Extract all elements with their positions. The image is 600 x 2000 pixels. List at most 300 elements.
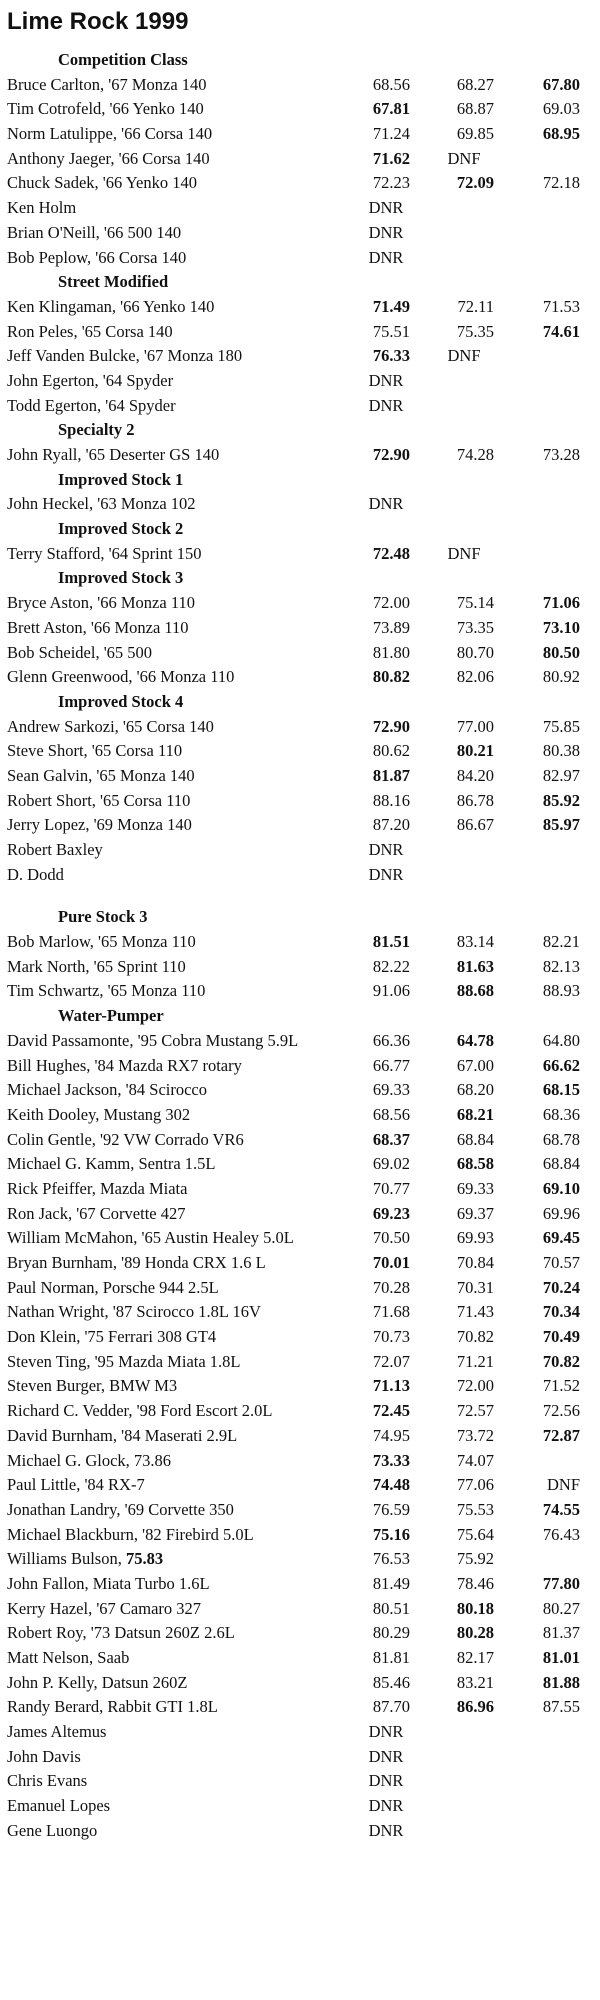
result-row xyxy=(0,979,600,1004)
run-2-time: 77.00 xyxy=(456,716,494,736)
result-row xyxy=(0,1597,600,1622)
run-2-time: 83.21 xyxy=(456,1672,494,1692)
driver-name: Robert Roy, '73 Datsun 260Z 2.6L xyxy=(7,1623,235,1643)
driver-name: Bob Scheidel, '65 500 xyxy=(7,642,153,662)
driver-name: Bob Marlow, '65 Monza 110 xyxy=(7,932,196,952)
run-3-time: 75.85 xyxy=(542,716,580,736)
run-3-time: 85.97 xyxy=(542,815,580,835)
driver-name: Chuck Sadek, '66 Yenko 140 xyxy=(7,173,197,193)
section-gap xyxy=(0,887,600,905)
driver-name: Michael G. Kamm, Sentra 1.5L xyxy=(7,1154,216,1174)
result-row xyxy=(0,1572,600,1597)
run-3-time: 68.95 xyxy=(542,124,580,144)
run-3-time: 70.49 xyxy=(542,1327,580,1347)
driver-name: Brett Aston, '66 Monza 110 xyxy=(7,617,189,637)
run-2-time: 82.17 xyxy=(456,1648,494,1667)
run-3-time: DNF xyxy=(546,1475,580,1495)
run-2-time: 70.31 xyxy=(456,1277,494,1297)
run-3-time: 71.52 xyxy=(542,1376,580,1396)
result-row xyxy=(0,122,600,147)
run-1-time: DNR xyxy=(368,198,404,218)
driver-name: Chris Evans xyxy=(7,1771,88,1791)
result-row xyxy=(0,591,600,616)
result-row xyxy=(0,641,600,666)
run-1-time: 67.81 xyxy=(372,99,410,119)
result-row xyxy=(0,542,600,567)
result-row xyxy=(0,344,600,369)
run-2-time: DNF xyxy=(447,543,481,563)
run-2-time: 72.11 xyxy=(457,296,494,316)
class-heading: Improved Stock 3 xyxy=(58,568,184,588)
run-2-time: 72.57 xyxy=(456,1401,494,1421)
run-2-time: 81.63 xyxy=(456,956,494,976)
run-3-time: 68.78 xyxy=(542,1129,580,1149)
run-2-time: 86.78 xyxy=(456,790,494,810)
run-1-time: 81.49 xyxy=(372,1573,410,1593)
run-1-time: 71.13 xyxy=(372,1376,410,1396)
driver-name: Ron Peles, '65 Corsa 140 xyxy=(7,321,173,341)
driver-name: David Passamonte, '95 Cobra Mustang 5.9L xyxy=(7,1030,299,1050)
run-3-time: 70.82 xyxy=(542,1351,580,1371)
driver-name: John Davis xyxy=(7,1746,81,1766)
driver-name: Don Klein, '75 Ferrari 308 GT4 xyxy=(7,1327,217,1347)
driver-name: Matt Nelson, Saab xyxy=(7,1648,130,1667)
result-row xyxy=(0,1498,600,1523)
result-row xyxy=(0,246,600,271)
result-row xyxy=(0,930,600,955)
run-3-time: 71.53 xyxy=(542,296,580,316)
run-2-time: 68.20 xyxy=(456,1080,494,1100)
run-3-time: 73.28 xyxy=(542,445,580,464)
run-2-time: 69.93 xyxy=(456,1228,494,1248)
driver-name: Richard C. Vedder, '98 Ford Escort 2.0L xyxy=(7,1401,273,1421)
run-3-time: 68.15 xyxy=(542,1080,580,1100)
run-2-time: 70.84 xyxy=(456,1253,494,1272)
run-1-time: 82.22 xyxy=(372,956,410,976)
result-row xyxy=(0,1276,600,1301)
driver-name: Michael Jackson, '84 Scirocco xyxy=(7,1080,207,1100)
driver-name: Ken Holm xyxy=(7,198,77,218)
run-2-time: 88.68 xyxy=(456,981,494,1001)
driver-name: Steve Short, '65 Corsa 110 xyxy=(7,741,183,761)
run-1-time: 69.02 xyxy=(372,1154,410,1174)
run-2-time: 84.20 xyxy=(456,765,494,785)
run-3-time: 68.84 xyxy=(542,1154,580,1174)
run-3-time: 72.56 xyxy=(542,1401,580,1421)
driver-name: Jonathan Landry, '69 Corvette 350 xyxy=(7,1499,234,1519)
run-3-time: 74.55 xyxy=(542,1499,580,1519)
class-heading: Improved Stock 2 xyxy=(58,519,184,539)
run-1-time: 87.20 xyxy=(372,815,410,835)
result-row xyxy=(0,1374,600,1399)
run-3-time: 80.92 xyxy=(542,667,580,687)
run-1-time: 72.00 xyxy=(372,593,410,613)
driver-name: Sean Galvin, '65 Monza 140 xyxy=(7,765,195,785)
class-section xyxy=(0,48,600,270)
driver-name: Tim Cotrofeld, '66 Yenko 140 xyxy=(7,99,204,119)
run-1-time: 70.73 xyxy=(372,1327,410,1347)
result-row xyxy=(0,1202,600,1227)
run-1-time: 80.62 xyxy=(372,741,410,761)
driver-name: Bill Hughes, '84 Mazda RX7 rotary xyxy=(7,1055,242,1075)
result-row xyxy=(0,1745,600,1770)
run-2-time: 75.53 xyxy=(456,1499,494,1519)
run-3-time: 81.01 xyxy=(542,1648,580,1667)
run-1-time: DNR xyxy=(368,1722,404,1742)
result-row xyxy=(0,1226,600,1251)
run-2-time: 80.70 xyxy=(456,642,494,662)
driver-name: Jeff Vanden Bulcke, '67 Monza 180 xyxy=(7,346,243,366)
result-row xyxy=(0,1794,600,1819)
run-2-time: 74.07 xyxy=(456,1450,494,1470)
driver-name: Gene Luongo xyxy=(7,1820,98,1840)
run-1-time: 70.50 xyxy=(372,1228,410,1248)
result-row xyxy=(0,1720,600,1745)
result-row xyxy=(0,369,600,394)
class-section xyxy=(0,270,600,418)
result-row xyxy=(0,394,600,419)
run-2-time: DNF xyxy=(447,148,481,168)
run-2-time: 86.67 xyxy=(456,815,494,835)
run-2-time: 74.28 xyxy=(456,445,494,464)
driver-name: Paul Norman, Porsche 944 2.5L xyxy=(7,1277,219,1297)
result-row xyxy=(0,1449,600,1474)
result-row xyxy=(0,1523,600,1548)
driver-name: Michael G. Glock, 73.86 xyxy=(7,1450,172,1470)
result-row xyxy=(0,97,600,122)
class-section xyxy=(0,468,600,517)
run-1-time: 88.16 xyxy=(372,790,410,810)
result-row xyxy=(0,813,600,838)
driver-name: Mark North, '65 Sprint 110 xyxy=(7,956,186,976)
result-row xyxy=(0,1671,600,1696)
result-row xyxy=(0,1621,600,1646)
driver-name: D. Dodd xyxy=(7,864,64,884)
run-1-time: 91.06 xyxy=(372,981,410,1001)
driver-name: John Ryall, '65 Deserter GS 140 xyxy=(7,445,220,464)
driver-name: Keith Dooley, Mustang 302 xyxy=(7,1104,191,1124)
run-1-time: DNR xyxy=(368,370,404,390)
run-1-time: 81.51 xyxy=(372,932,410,952)
run-1-time: 69.33 xyxy=(372,1080,410,1100)
run-1-time: 87.70 xyxy=(372,1697,410,1717)
run-1-time: 81.80 xyxy=(372,642,410,662)
run-1-time: 80.51 xyxy=(372,1598,410,1618)
run-3-time: 64.80 xyxy=(542,1030,580,1050)
run-2-time: 80.21 xyxy=(456,741,494,761)
run-3-time: 85.92 xyxy=(542,790,580,810)
result-row xyxy=(0,616,600,641)
result-row xyxy=(0,147,600,172)
driver-name: Norm Latulippe, '66 Corsa 140 xyxy=(7,124,213,144)
driver-name: Anthony Jaeger, '66 Corsa 140 xyxy=(7,148,210,168)
driver-name: John Fallon, Miata Turbo 1.6L xyxy=(7,1573,210,1593)
run-2-time: DNF xyxy=(447,346,481,366)
driver-name: Bob Peplow, '66 Corsa 140 xyxy=(7,247,187,267)
run-3-time: 66.62 xyxy=(542,1055,580,1075)
run-2-time: 69.37 xyxy=(456,1203,494,1223)
driver-name: Brian O'Neill, '66 500 140 xyxy=(7,222,182,242)
run-3-time: 81.37 xyxy=(542,1623,580,1643)
run-3-time: 77.80 xyxy=(542,1573,580,1593)
class-heading: Competition Class xyxy=(58,50,188,69)
result-row xyxy=(0,665,600,690)
run-3-time: 73.10 xyxy=(542,617,580,637)
run-2-time: 68.21 xyxy=(456,1104,494,1124)
run-1-time: 72.90 xyxy=(372,716,410,736)
run-2-time: 82.06 xyxy=(456,667,494,687)
driver-name: John Heckel, '63 Monza 102 xyxy=(7,494,196,514)
run-1-time: DNR xyxy=(368,1771,404,1791)
result-row xyxy=(0,171,600,196)
run-1-time: 73.89 xyxy=(372,617,410,637)
run-3-time: 69.96 xyxy=(542,1203,580,1223)
driver-name: John P. Kelly, Datsun 260Z xyxy=(7,1672,188,1692)
run-2-time: 69.33 xyxy=(456,1178,494,1198)
result-row xyxy=(0,1029,600,1054)
run-2-time: 83.14 xyxy=(456,932,494,952)
run-3-time: 82.13 xyxy=(542,956,580,976)
run-1-time: 72.07 xyxy=(372,1351,410,1371)
run-1-time: 71.62 xyxy=(372,148,410,168)
run-2-time: 75.92 xyxy=(456,1549,494,1569)
result-row xyxy=(0,1424,600,1449)
result-row xyxy=(0,1300,600,1325)
run-1-time: 81.87 xyxy=(372,765,410,785)
run-1-time: 75.51 xyxy=(372,321,410,341)
run-1-time: DNR xyxy=(368,1820,404,1840)
driver-name: Bryan Burnham, '89 Honda CRX 1.6 L xyxy=(7,1253,266,1272)
run-2-time: 77.06 xyxy=(456,1475,494,1495)
run-3-time: 68.36 xyxy=(542,1104,580,1124)
run-1-time: 70.01 xyxy=(372,1253,410,1272)
result-row xyxy=(0,1769,600,1794)
run-2-time: 69.85 xyxy=(456,124,494,144)
result-row xyxy=(0,1078,600,1103)
run-1-time: 72.23 xyxy=(372,173,410,193)
driver-name: Paul Little, '84 RX-7 xyxy=(7,1475,145,1495)
run-3-time: 67.80 xyxy=(542,74,580,94)
class-section xyxy=(0,905,600,1004)
run-3-time: 71.06 xyxy=(542,593,580,613)
driver-name: David Burnham, '84 Maserati 2.9L xyxy=(7,1425,238,1445)
run-2-time: 73.35 xyxy=(456,617,494,637)
results-list xyxy=(0,48,600,1844)
run-1-time: DNR xyxy=(368,494,404,514)
class-section xyxy=(0,690,600,888)
result-row xyxy=(0,1473,600,1498)
driver-name: Steven Ting, '95 Mazda Miata 1.8L xyxy=(7,1351,241,1371)
result-row xyxy=(0,1350,600,1375)
driver-name: James Altemus xyxy=(7,1722,107,1742)
run-2-time: 68.87 xyxy=(456,99,494,119)
class-section xyxy=(0,517,600,566)
run-3-time: 82.21 xyxy=(542,932,580,952)
run-2-time: 78.46 xyxy=(456,1573,494,1593)
run-2-time: 71.43 xyxy=(456,1302,494,1322)
run-2-time: 75.64 xyxy=(456,1524,494,1544)
result-row xyxy=(0,715,600,740)
run-3-time: 80.50 xyxy=(542,642,580,662)
run-1-time: 70.77 xyxy=(372,1178,410,1198)
run-3-time: 80.38 xyxy=(542,741,580,761)
driver-name: Jerry Lopez, '69 Monza 140 xyxy=(7,815,192,835)
class-section xyxy=(0,1004,600,1843)
run-3-time: 72.18 xyxy=(542,173,580,193)
run-2-time: 72.09 xyxy=(456,173,494,193)
run-3-time: 88.93 xyxy=(542,981,580,1001)
run-2-time: 73.72 xyxy=(456,1425,494,1445)
run-1-time: DNR xyxy=(368,247,404,267)
class-heading: Specialty 2 xyxy=(58,420,135,440)
result-row xyxy=(0,838,600,863)
run-2-time: 68.58 xyxy=(456,1154,494,1174)
run-3-time: 70.34 xyxy=(542,1302,580,1322)
driver-name: Tim Schwartz, '65 Monza 110 xyxy=(7,981,206,1001)
run-2-time: 86.96 xyxy=(456,1697,494,1717)
run-1-time: 71.24 xyxy=(372,124,410,144)
run-1-time: 68.56 xyxy=(372,74,410,94)
driver-name: Bryce Aston, '66 Monza 110 xyxy=(7,593,195,613)
run-1-time: 71.68 xyxy=(372,1302,410,1322)
run-2-time: 72.00 xyxy=(456,1376,494,1396)
result-row xyxy=(0,764,600,789)
driver-name: Ken Klingaman, '66 Yenko 140 xyxy=(7,296,215,316)
driver-name: Michael Blackburn, '82 Firebird 5.0L xyxy=(7,1524,254,1544)
result-row xyxy=(0,1547,600,1572)
driver-name: Kerry Hazel, '67 Camaro 327 xyxy=(7,1598,202,1618)
run-2-time: 68.84 xyxy=(456,1129,494,1149)
run-1-time: 70.28 xyxy=(372,1277,410,1297)
result-row xyxy=(0,739,600,764)
result-row xyxy=(0,1054,600,1079)
run-1-time: 73.33 xyxy=(372,1450,410,1470)
class-section xyxy=(0,418,600,467)
page-title: Lime Rock 1999 xyxy=(7,8,189,35)
run-1-time: 74.95 xyxy=(372,1425,410,1445)
run-3-time: 69.10 xyxy=(542,1178,580,1198)
driver-name: Emanuel Lopes xyxy=(7,1796,111,1816)
result-row xyxy=(0,789,600,814)
run-3-time: 76.43 xyxy=(542,1524,580,1544)
run-3-time: 70.57 xyxy=(542,1253,580,1272)
run-2-time: 75.14 xyxy=(456,593,494,613)
result-row xyxy=(0,73,600,98)
run-2-time: 67.00 xyxy=(456,1055,494,1075)
result-row xyxy=(0,1103,600,1128)
run-1-time: 72.45 xyxy=(372,1401,410,1421)
result-row xyxy=(0,492,600,517)
driver-name: Todd Egerton, '64 Spyder xyxy=(7,395,176,415)
driver-name: Bruce Carlton, '67 Monza 140 xyxy=(7,74,207,94)
run-1-time: 66.77 xyxy=(372,1055,410,1075)
run-2-time: 80.18 xyxy=(456,1598,494,1618)
run-3-time: 70.24 xyxy=(542,1277,580,1297)
run-1-time: DNR xyxy=(368,840,404,859)
run-2-time: 64.78 xyxy=(456,1030,494,1050)
run-1-time: 81.81 xyxy=(372,1648,410,1667)
driver-name: Glenn Greenwood, '66 Monza 110 xyxy=(7,667,235,687)
driver-name: Robert Short, '65 Corsa 110 xyxy=(7,790,191,810)
driver-name: John Egerton, '64 Spyder xyxy=(7,370,174,390)
result-row xyxy=(0,1152,600,1177)
class-heading: Street Modified xyxy=(58,272,169,292)
run-3-time: 74.61 xyxy=(542,321,580,341)
run-2-time: 70.82 xyxy=(456,1327,494,1347)
run-1-time: 66.36 xyxy=(372,1030,410,1050)
driver-name: Ron Jack, '67 Corvette 427 xyxy=(7,1203,186,1223)
driver-name: Robert Baxley xyxy=(7,840,103,859)
run-1-time: 75.16 xyxy=(372,1524,410,1544)
run-3-time: 82.97 xyxy=(542,765,580,785)
result-row xyxy=(0,295,600,320)
driver-name: Nathan Wright, '87 Scirocco 1.8L 16V xyxy=(7,1302,261,1322)
driver-name: Andrew Sarkozi, '65 Corsa 140 xyxy=(7,716,214,736)
run-1-time: 80.82 xyxy=(372,667,410,687)
class-heading: Pure Stock 3 xyxy=(58,907,148,927)
run-3-time: 87.55 xyxy=(542,1697,580,1717)
class-heading: Improved Stock 4 xyxy=(58,691,184,711)
result-row xyxy=(0,1646,600,1671)
run-3-time: 81.88 xyxy=(542,1672,580,1692)
result-row xyxy=(0,221,600,246)
result-row xyxy=(0,863,600,888)
result-row xyxy=(0,320,600,345)
run-3-time: 72.87 xyxy=(542,1425,580,1445)
run-1-time: DNR xyxy=(368,395,404,415)
result-row xyxy=(0,955,600,980)
run-1-time: 85.46 xyxy=(372,1672,410,1692)
run-2-time: 80.28 xyxy=(456,1623,494,1643)
run-1-time: DNR xyxy=(368,1796,404,1816)
driver-name: Randy Berard, Rabbit GTI 1.8L xyxy=(7,1697,218,1717)
driver-name: Steven Burger, BMW M3 xyxy=(7,1376,178,1396)
result-row xyxy=(0,1251,600,1276)
run-1-time: 68.56 xyxy=(372,1104,410,1124)
run-1-time: 80.29 xyxy=(372,1623,410,1643)
driver-time-bold: 75.83 xyxy=(125,1549,164,1569)
run-3-time: 69.45 xyxy=(542,1228,580,1248)
class-heading: Improved Stock 1 xyxy=(58,469,184,489)
class-heading: Water-Pumper xyxy=(58,1006,164,1026)
run-1-time: 72.48 xyxy=(372,543,410,563)
run-1-time: 68.37 xyxy=(372,1129,410,1149)
result-row xyxy=(0,443,600,468)
run-1-time: 76.53 xyxy=(372,1549,410,1569)
run-1-time: 69.23 xyxy=(372,1203,410,1223)
run-1-time: DNR xyxy=(368,1746,404,1766)
result-row xyxy=(0,1128,600,1153)
result-row xyxy=(0,1325,600,1350)
run-2-time: 71.21 xyxy=(456,1351,494,1371)
driver-name: Williams Bulson, 75.83 xyxy=(7,1549,164,1569)
run-1-time: 74.48 xyxy=(372,1475,410,1495)
result-row xyxy=(0,1819,600,1844)
driver-name: Colin Gentle, '92 VW Corrado VR6 xyxy=(7,1129,244,1149)
result-row xyxy=(0,196,600,221)
driver-name: Terry Stafford, '64 Sprint 150 xyxy=(7,543,202,563)
driver-name: William McMahon, '65 Austin Healey 5.0L xyxy=(7,1228,294,1248)
run-2-time: 75.35 xyxy=(456,321,494,341)
run-2-time: 68.27 xyxy=(456,74,494,94)
run-1-time: 76.33 xyxy=(372,346,410,366)
run-1-time: 71.49 xyxy=(372,296,410,316)
class-section xyxy=(0,566,600,689)
run-3-time: 80.27 xyxy=(542,1598,580,1618)
run-1-time: 76.59 xyxy=(372,1499,410,1519)
driver-name: Rick Pfeiffer, Mazda Miata xyxy=(7,1178,188,1198)
run-3-time: 69.03 xyxy=(542,99,580,119)
